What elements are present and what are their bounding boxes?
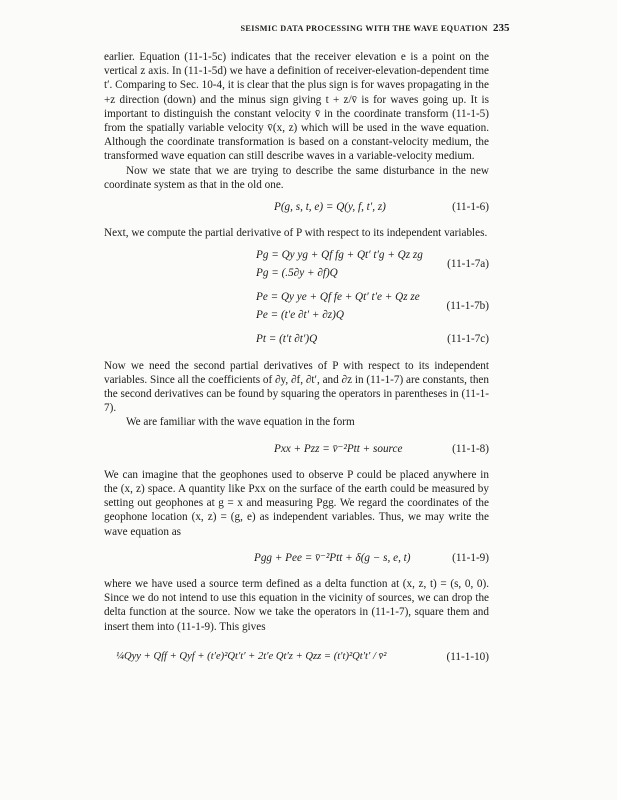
equation-11-1-6: P(g, s, t, e) = Q(y, f, t′, z) (11-1-6) [274,201,489,214]
page-body [104,50,489,664]
paragraph: Now we need the second partial derivatives of P with respect to its independent variables. Since all the coefficients of ∂y, ∂f, ∂t′, and ∂z in (11-1-7) are constants, then the second derivatives can be found by squaring the operators in parentheses in (11-1-7). [104,359,489,415]
equation-11-1-9: Pgg + Pee = v̄⁻²Ptt + δ(g − s, e, t) (11-1-9) [254,551,489,564]
paragraph: earlier. Equation (11-1-5c) indicates that the receiver elevation e is a point on the vertical z axis. In (11-1-5d) we have a definition of receiver-elevation-dependent time t′. Comparing to Sec. 10-4, it is clear that the plus sign is for waves propagating in the +z direction (down) and the minus sign giving t + z/v̄ is for waves going up. It is important to distinguish the constant velocity v̄ in the coordinate transform (11-1-5) from the spatially variable velocity v̄(x, z) which will be used in the wave equation. Although the coordinate transformation is based on a constant-velocity medium, the transformed wave equation can still describe waves in a variable-velocity medium. [104,51,489,163]
equation-11-1-8: Pxx + Pzz = v̄⁻²Ptt + source (11-1-8) [274,442,489,455]
paragraph: We are familiar with the wave equation in the form [126,416,355,429]
equation-11-1-7c: Pt = (t′t ∂t′)Q (11-1-7c) [256,333,489,346]
paragraph: where we have used a source term defined as a delta function at (x, z, t) = (s, 0, 0). Since we do not intend to use this equation in the vicinity of sources, we can drop the delta function at the source. Now we take the operators in (11-1-7), square them and insert them into (11-1-9). This gives [104,578,489,633]
paragraph: Now we state that we are trying to describe the same disturbance in the new coordinate system as that in the old one. [104,164,489,191]
paragraph: Next, we compute the partial derivative of P with respect to its independent variables. [104,227,488,240]
equation-11-1-10: ¼Qyy + Qff + Qyf + (t′e)²Qt′t′ + 2t′e Qt′z + Qzz = (t′t)²Qt′t′ / v̄² (11-1-10) [116,650,489,663]
running-header: SEISMIC DATA PROCESSING WITH THE WAVE EQUATION [240,24,488,33]
equation-11-1-7b: Pe = Qy ye + Qf fe + Qt′ t′e + Qz ze Pe = (t′e ∂t′ + ∂z)Q (11-1-7b) [256,291,489,322]
paragraph: We can imagine that the geophones used to observe P could be placed anywhere in the (x, z) space. A quantity like Pxx on the surface of the earth could be measured by setting out geophones at g = x and measuring Pgg. We regard the coordinates of the geophone location (x, z) = (g, e) as independent variables. Thus, we may write the wave equation as [104,468,489,538]
page-number: 235 [493,22,510,34]
equation-11-1-7a: Pg = Qy yg + Qf fg + Qt′ t′g + Qz zg Pg = (.5∂y + ∂f)Q (11-1-7a) [256,249,489,280]
